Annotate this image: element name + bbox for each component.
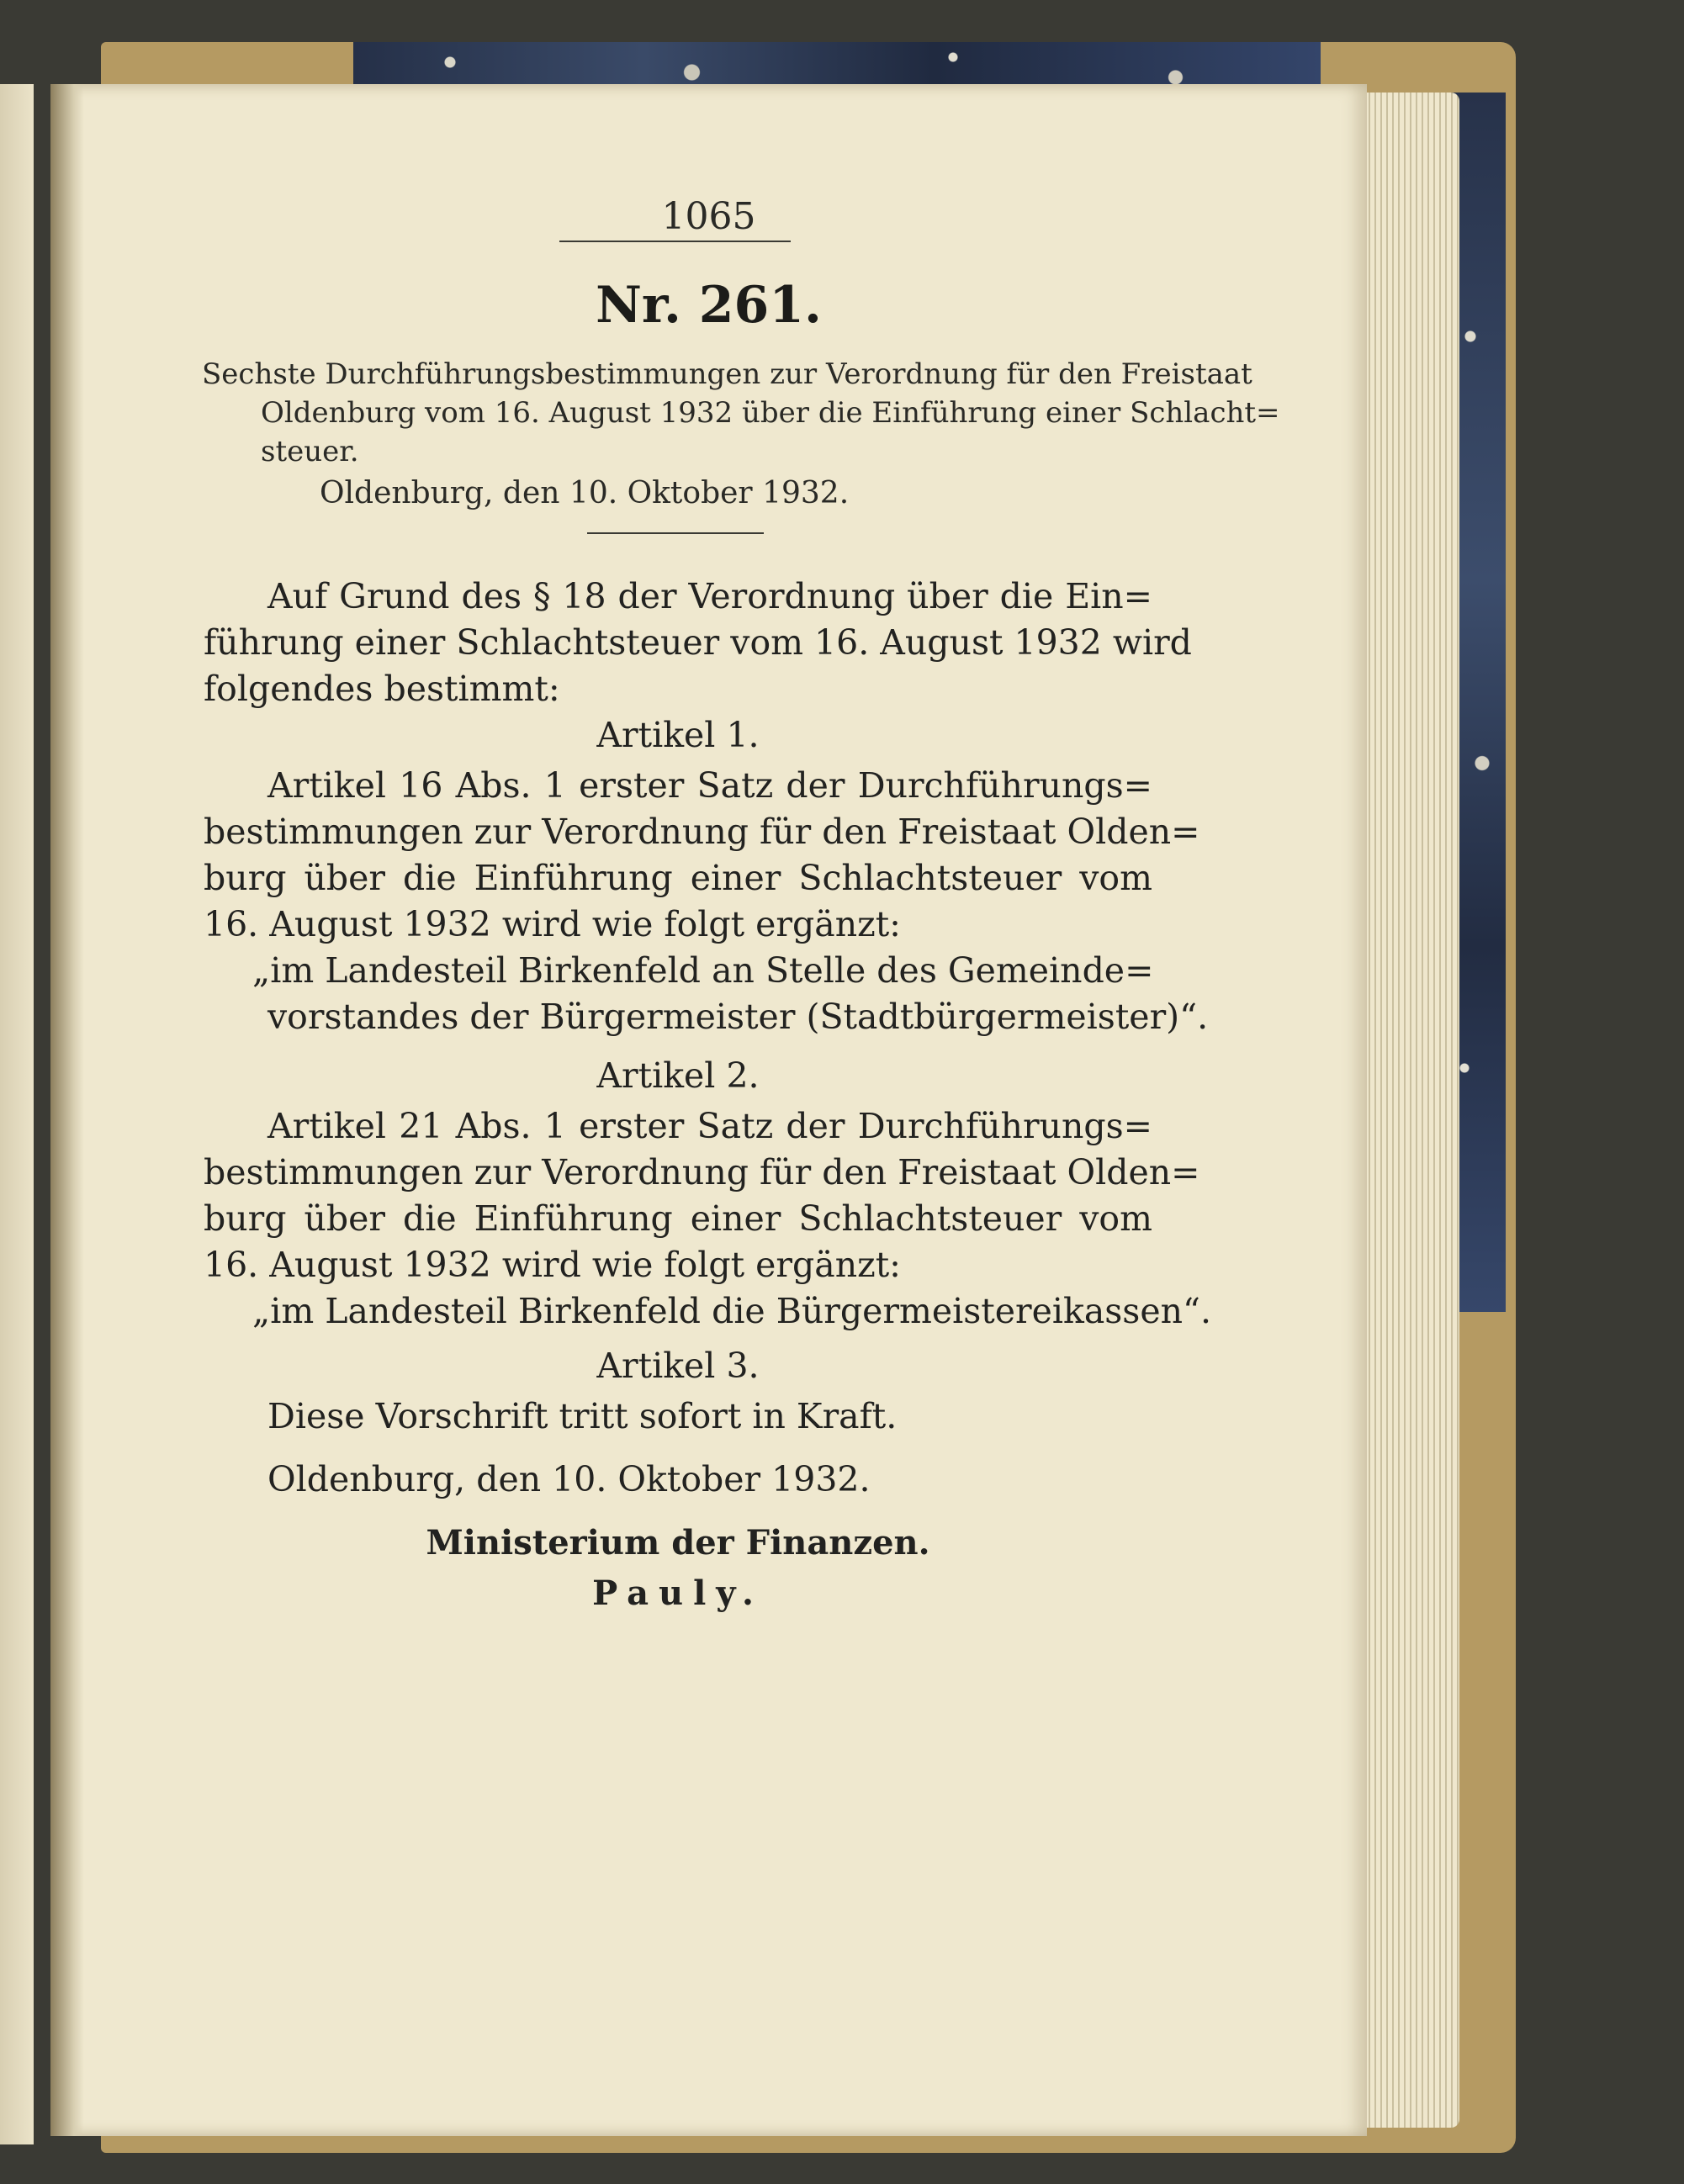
article-1-quote-1: „im Landesteil Birkenfeld an Stelle des Gemeinde= — [252, 950, 1154, 991]
article-1-line-3: burg über die Einführung einer Schlachtsteuer vom — [204, 858, 1152, 898]
title-line-2: Oldenburg vom 16. August 1932 über die Einführung einer Schlacht= — [261, 396, 1280, 430]
article-2-quote-1: „im Landesteil Birkenfeld die Bürgermeistereikassen“. — [252, 1291, 1212, 1331]
page-content — [50, 84, 1367, 2136]
section-rule — [587, 532, 764, 534]
article-2-line-2: bestimmungen zur Verordnung für den Freistaat Olden= — [204, 1152, 1200, 1192]
article-1-line-1: Artikel 16 Abs. 1 erster Satz der Durchführungs= — [267, 765, 1152, 806]
article-2-heading: Artikel 2. — [596, 1055, 760, 1096]
place-date-bottom: Oldenburg, den 10. Oktober 1932. — [267, 1459, 871, 1499]
book-page — [50, 84, 1367, 2136]
page-number: 1065 — [661, 195, 756, 238]
place-date-top: Oldenburg, den 10. Oktober 1932. — [320, 476, 850, 510]
intro-line-3: folgendes bestimmt: — [204, 669, 560, 709]
intro-line-2: führung einer Schlachtsteuer vom 16. August 1932 wird — [204, 622, 1192, 663]
article-2-line-1: Artikel 21 Abs. 1 erster Satz der Durchführungs= — [267, 1106, 1152, 1146]
signature: Pauly. — [592, 1573, 764, 1613]
page-block-edges — [1358, 93, 1459, 2128]
title-line-1: Sechste Durchführungsbestimmungen zur Verordnung für den Freistaat — [202, 357, 1252, 391]
document-number: Nr. 261. — [596, 276, 822, 335]
intro-line-1: Auf Grund des § 18 der Verordnung über die Ein= — [267, 576, 1152, 616]
article-3-heading: Artikel 3. — [596, 1346, 760, 1386]
article-3-line-1: Diese Vorschrift tritt sofort in Kraft. — [267, 1396, 898, 1436]
title-line-3: steuer. — [261, 435, 359, 468]
article-1-line-4: 16. August 1932 wird wie folgt ergänzt: — [204, 904, 901, 944]
page-number-rule — [559, 241, 791, 242]
article-1-line-2: bestimmungen zur Verordnung für den Freistaat Olden= — [204, 812, 1200, 852]
ministry-name: Ministerium der Finanzen. — [426, 1523, 930, 1563]
article-2-line-4: 16. August 1932 wird wie folgt ergänzt: — [204, 1245, 901, 1285]
facing-page-edge — [0, 84, 34, 2144]
article-2-line-3: burg über die Einführung einer Schlachtsteuer vom — [204, 1198, 1152, 1239]
article-1-heading: Artikel 1. — [596, 715, 760, 755]
article-1-quote-2: vorstandes der Bürgermeister (Stadtbürgermeister)“. — [267, 997, 1209, 1037]
